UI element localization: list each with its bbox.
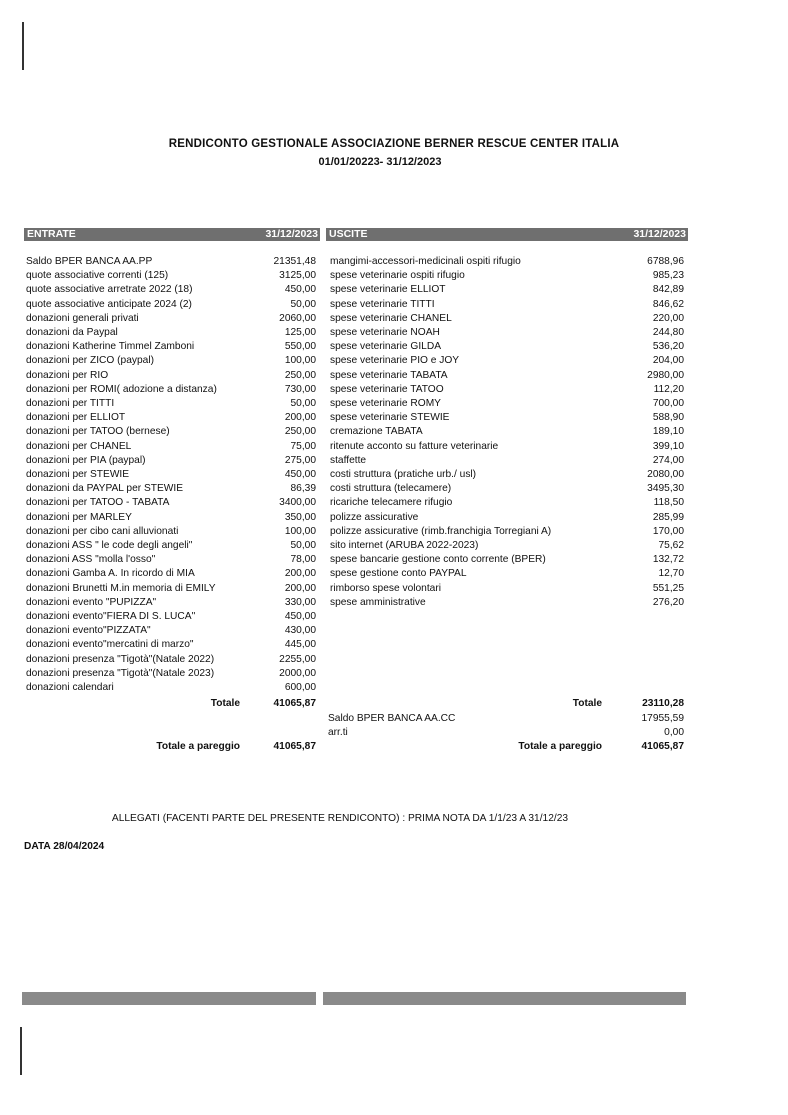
uscite-row-value: 399,10 [652, 440, 684, 452]
uscite-row-label: mangimi-accessori-medicinali ospiti rifugio [330, 256, 521, 267]
uscite-row-label: spese veterinarie NOAH [330, 327, 440, 338]
uscite-header-bar [326, 228, 688, 241]
document-title: RENDICONTO GESTIONALE ASSOCIAZIONE BERNER RESCUE CENTER ITALIA [168, 138, 620, 150]
entrate-row-value: 730,00 [284, 383, 316, 395]
entrate-row-label: donazioni per ROMI( adozione a distanza) [26, 383, 217, 395]
entrate-row-value: 445,00 [284, 639, 316, 651]
uscite-arr-label: arr.ti [328, 727, 348, 738]
entrate-row-label: donazioni generali privati [26, 312, 139, 324]
uscite-row-label: spese bancarie gestione conto corrente (BPER) [330, 554, 546, 566]
uscite-row-label: spese veterinarie TABATA [330, 369, 448, 381]
uscite-header-label: USCITE [329, 228, 368, 240]
uscite-row-value: 285,99 [652, 511, 684, 523]
entrate-row-label: donazioni per ELLIOT [26, 412, 126, 424]
footer-bar-right [323, 992, 686, 1005]
uscite-row-value: 204,00 [652, 355, 684, 367]
entrate-row-label: donazioni evento "PUPIZZA" [26, 596, 157, 608]
entrate-row-value: 330,00 [284, 596, 316, 608]
entrate-row-label: donazioni da Paypal [26, 327, 118, 338]
entrate-row-value: 550,00 [284, 341, 316, 353]
entrate-row-value: 50,00 [290, 398, 316, 409]
uscite-row-label: spese veterinarie ospiti rifugio [330, 270, 465, 282]
uscite-row-value: 12,70 [658, 568, 684, 580]
uscite-row-value: 985,23 [652, 270, 684, 282]
uscite-saldo-label: Saldo BPER BANCA AA.CC [328, 713, 456, 724]
allegati-note: ALLEGATI (FACENTI PARTE DEL PRESENTE RENDICONTO) : PRIMA NOTA DA 1/1/23 A 31/12/23 [111, 813, 569, 824]
uscite-row-value: 170,00 [652, 525, 684, 537]
entrate-header-date: 31/12/2023 [265, 228, 318, 240]
uscite-pareggio-label: Totale a pareggio [518, 741, 602, 752]
entrate-row-label: donazioni evento"PIZZATA" [26, 625, 151, 637]
entrate-row-value: 86,39 [290, 483, 316, 495]
entrate-row-value: 430,00 [284, 625, 316, 637]
uscite-row-value: 3495,30 [647, 483, 684, 495]
entrate-row-label: donazioni per CHANEL [26, 440, 132, 452]
uscite-row-value: 118,50 [653, 497, 684, 509]
entrate-row-value: 100,00 [284, 525, 316, 537]
entrate-row-label: donazioni evento"FIERA DI S. LUCA" [26, 611, 196, 622]
entrate-row-value: 3400,00 [279, 497, 316, 509]
uscite-row-label: spese veterinarie ELLIOT [330, 284, 446, 296]
entrate-row-label: donazioni per TITTI [26, 398, 115, 409]
entrate-row-label: donazioni presenza "Tigotà"(Natale 2023) [26, 667, 215, 679]
scan-mark-bottom [20, 1027, 22, 1075]
uscite-row-value: 842,89 [652, 284, 684, 296]
entrate-row-value: 2000,00 [279, 667, 316, 679]
entrate-row-value: 250,00 [284, 369, 316, 381]
entrate-row-value: 125,00 [284, 327, 316, 338]
entrate-row-label: donazioni da PAYPAL per STEWIE [26, 483, 184, 495]
uscite-row-value: 846,62 [652, 298, 684, 310]
uscite-row-value: 220,00 [652, 312, 684, 324]
entrate-row-label: donazioni Gamba A. In ricordo di MIA [26, 568, 195, 580]
entrate-row-value: 275,00 [284, 454, 316, 466]
uscite-row-value: 536,20 [652, 341, 684, 353]
uscite-row-value: 132,72 [652, 554, 684, 566]
entrate-row-value: 75,00 [290, 440, 316, 452]
entrate-row-value: 3125,00 [279, 270, 316, 282]
entrate-row-value: 2060,00 [279, 312, 316, 324]
entrate-row-label: donazioni per ZICO (paypal) [26, 355, 154, 367]
entrate-row-value: 450,00 [284, 611, 316, 622]
entrate-row-label: donazioni calendari [26, 682, 114, 693]
uscite-row-label: rimborso spese volontari [330, 582, 441, 594]
document-date: DATA 28/04/2024 [24, 841, 105, 852]
footer-bar-left [22, 992, 316, 1005]
entrate-pareggio-label: Totale a pareggio [156, 741, 240, 752]
entrate-row-value: 2255,00 [279, 653, 316, 665]
uscite-arr-value: 0,00 [664, 727, 684, 738]
uscite-row-value: 276,20 [652, 596, 684, 608]
entrate-row-label: quote associative arretrate 2022 (18) [26, 284, 193, 296]
uscite-row-label: spese veterinarie PIO e JOY [330, 355, 460, 367]
entrate-row-label: donazioni presenza "Tigotà"(Natale 2022) [26, 653, 215, 665]
uscite-row-value: 112,20 [653, 383, 684, 395]
entrate-row-label: donazioni per MARLEY [26, 511, 132, 523]
uscite-totale-value: 23110,28 [642, 698, 684, 709]
entrate-row-label: quote associative correnti (125) [26, 270, 169, 282]
uscite-row-label: spese veterinarie STEWIE [330, 412, 450, 424]
uscite-row-value: 700,00 [652, 398, 684, 409]
entrate-row-value: 200,00 [284, 582, 316, 594]
entrate-row-label: donazioni per RIO [26, 369, 109, 381]
uscite-row-label: ricariche telecamere rifugio [330, 497, 453, 509]
entrate-row-value: 450,00 [284, 284, 316, 296]
entrate-row-label: quote associative anticipate 2024 (2) [26, 298, 192, 310]
entrate-row-value: 600,00 [284, 682, 316, 693]
uscite-totale-label: Totale [572, 698, 602, 709]
uscite-row-label: spese veterinarie GILDA [330, 341, 441, 353]
entrate-row-value: 450,00 [284, 469, 316, 480]
uscite-pareggio-value: 41065,87 [641, 741, 684, 752]
uscite-row-value: 244,80 [652, 327, 684, 338]
entrate-row-label: donazioni Katherine Timmel Zamboni [26, 341, 195, 353]
uscite-row-value: 274,00 [652, 454, 684, 466]
uscite-row-label: polizze assicurative (rimb.franchigia Torregiani A) [330, 525, 552, 537]
entrate-row-value: 100,00 [284, 355, 316, 367]
uscite-row-value: 2980,00 [647, 369, 684, 381]
uscite-row-label: costi struttura (telecamere) [330, 483, 452, 495]
entrate-row-label: donazioni per PIA (paypal) [26, 454, 146, 466]
entrate-row-value: 200,00 [284, 412, 316, 424]
uscite-header-date: 31/12/2023 [633, 228, 686, 240]
uscite-saldo-value: 17955,59 [641, 713, 684, 724]
uscite-row-label: cremazione TABATA [330, 426, 423, 438]
entrate-row-label: donazioni ASS "molla l'osso" [26, 554, 156, 566]
entrate-totale-label: Totale [210, 698, 240, 709]
uscite-row-label: spese veterinarie TITTI [330, 298, 435, 310]
entrate-pareggio-value: 41065,87 [273, 741, 316, 752]
entrate-row-label: donazioni ASS " le code degli angeli" [26, 540, 193, 551]
entrate-totale-value: 41065,87 [273, 698, 316, 709]
uscite-row-label: polizze assicurative [330, 511, 419, 523]
entrate-row-label: donazioni per cibo cani alluvionati [26, 525, 179, 537]
entrate-row-value: 78,00 [290, 554, 316, 566]
uscite-row-label: spese amministrative [330, 596, 426, 608]
uscite-row-label: spese gestione conto PAYPAL [330, 568, 467, 580]
entrate-row-value: 250,00 [284, 426, 316, 438]
entrate-row-label: donazioni per TATOO - TABATA [26, 497, 170, 509]
uscite-row-value: 2080,00 [647, 469, 684, 480]
entrate-row-value: 50,00 [290, 298, 316, 310]
uscite-row-value: 189,10 [652, 426, 684, 438]
uscite-row-label: ritenute acconto su fatture veterinarie [330, 440, 499, 452]
uscite-row-label: spese veterinarie ROMY [330, 398, 441, 409]
uscite-row-label: staffette [330, 454, 367, 466]
entrate-row-value: 50,00 [290, 540, 316, 551]
uscite-row-value: 6788,96 [647, 256, 684, 267]
entrate-row-label: donazioni evento"mercatini di marzo" [26, 639, 194, 651]
uscite-row-value: 551,25 [652, 582, 684, 594]
uscite-row-label: spese veterinarie CHANEL [330, 312, 452, 324]
uscite-row-label: spese veterinarie TATOO [330, 383, 444, 395]
uscite-row-value: 75,62 [658, 540, 684, 551]
uscite-row-value: 588,90 [652, 412, 684, 424]
entrate-row-label: donazioni per TATOO (bernese) [26, 426, 170, 438]
scan-mark-top [22, 22, 24, 70]
document-period: 01/01/20223- 31/12/2023 [318, 156, 442, 168]
uscite-row-label: sito internet (ARUBA 2022-2023) [330, 540, 479, 551]
entrate-row-value: 350,00 [284, 511, 316, 523]
entrate-row-value: 200,00 [284, 568, 316, 580]
entrate-row-label: donazioni Brunetti M.in memoria di EMILY [26, 582, 216, 594]
entrate-row-label: Saldo BPER BANCA AA.PP [26, 256, 153, 267]
entrate-row-value: 21351,48 [273, 256, 316, 267]
entrate-header-label: ENTRATE [27, 228, 76, 240]
entrate-row-label: donazioni per STEWIE [26, 469, 130, 480]
uscite-row-label: costi struttura (pratiche urb./ usl) [330, 469, 477, 480]
entrate-header-bar [24, 228, 320, 241]
